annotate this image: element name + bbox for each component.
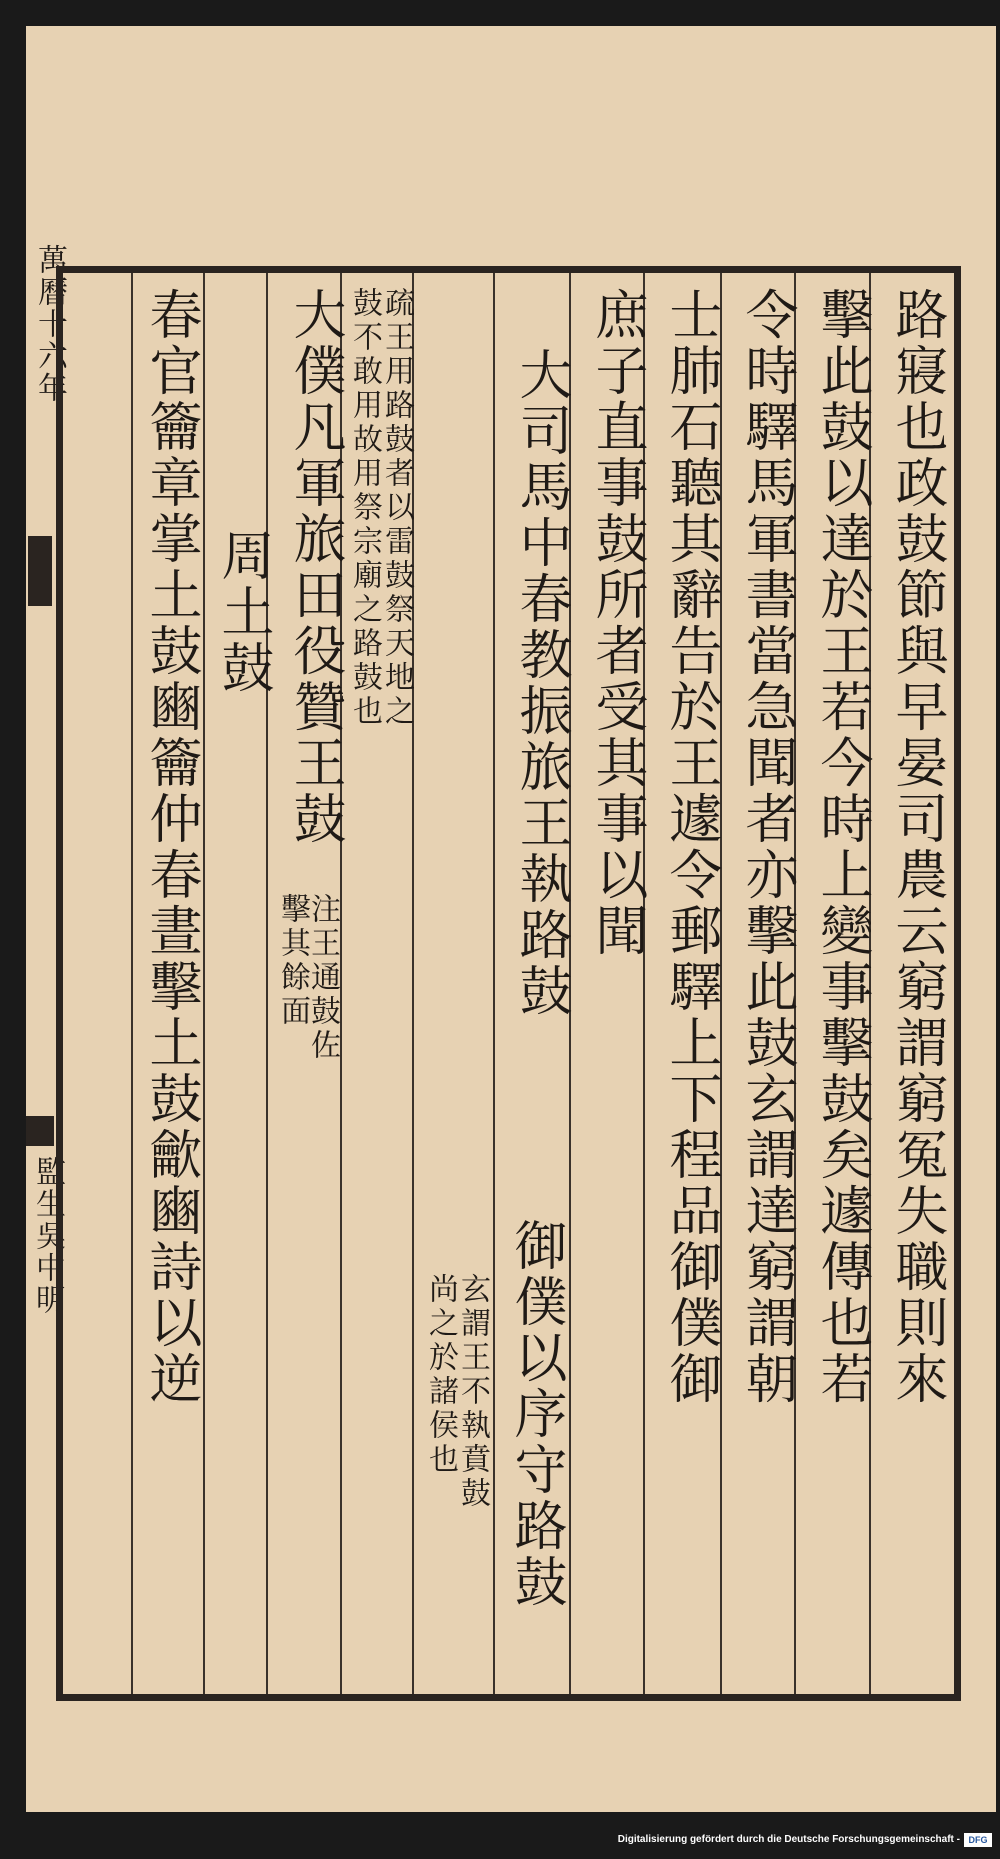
text-column-8-main: 大僕凡軍旅田役贊王鼓 [285,287,346,847]
text-column-5-continued: 御僕以序守路鼓 [506,1218,567,1610]
commentary-column-6a: 玄謂王不執賁鼓 [455,1273,490,1511]
commentary-column-6b: 尚之於諸侯也 [423,1273,458,1477]
margin-student-label: 監生吳中明 [30,1156,65,1316]
text-column-4: 士肺石聽其辭告於王遽令郵驛上下程品御僕御 [661,287,722,1407]
dfg-logo: DFG [964,1833,992,1847]
text-column-2: 擊此鼓以達於王若今時上變事擊鼓矣遽傳也若 [812,287,873,1407]
text-column-10: 春官籥章掌土鼓豳籥仲春晝擊土鼓龡豳詩以逆 [141,287,202,1407]
column-rule [493,273,495,1694]
text-frame [56,266,961,1701]
paper-page [26,26,996,1812]
margin-block-mark [28,536,52,606]
section-heading: 周土鼓 [213,528,274,696]
commentary-column-7a: 疏王用路鼓者以雷鼓祭天地之 [379,287,414,729]
column-rule [266,273,268,1694]
commentary-column-7b: 鼓不敢用故用祭宗廟之路鼓也 [347,287,382,729]
text-column-5-main: 庶子直事鼓所者受其事以聞 [587,287,648,959]
margin-block-mark-lower [26,1116,54,1146]
footer-credit: Digitalisierung gefördert durch die Deutsche Forschungsgemeinschaft - [617,1834,960,1845]
commentary-column-8b: 擊其餘面 [275,893,310,1029]
margin-year-label: 萬曆十六年 [32,244,67,404]
text-column-6-main: 大司馬中春教振旅王執路鼓 [511,347,572,1019]
text-column-3: 令時驛馬軍書當急聞者亦擊此鼓玄謂達窮謂朝 [737,287,798,1407]
commentary-column-8a: 注王通鼓佐 [305,893,340,1063]
footer-bar [0,1812,1000,1859]
text-column-1: 路寢也政鼓節與早晏司農云窮謂窮冤失職則來 [887,287,948,1407]
column-rule [131,273,133,1694]
